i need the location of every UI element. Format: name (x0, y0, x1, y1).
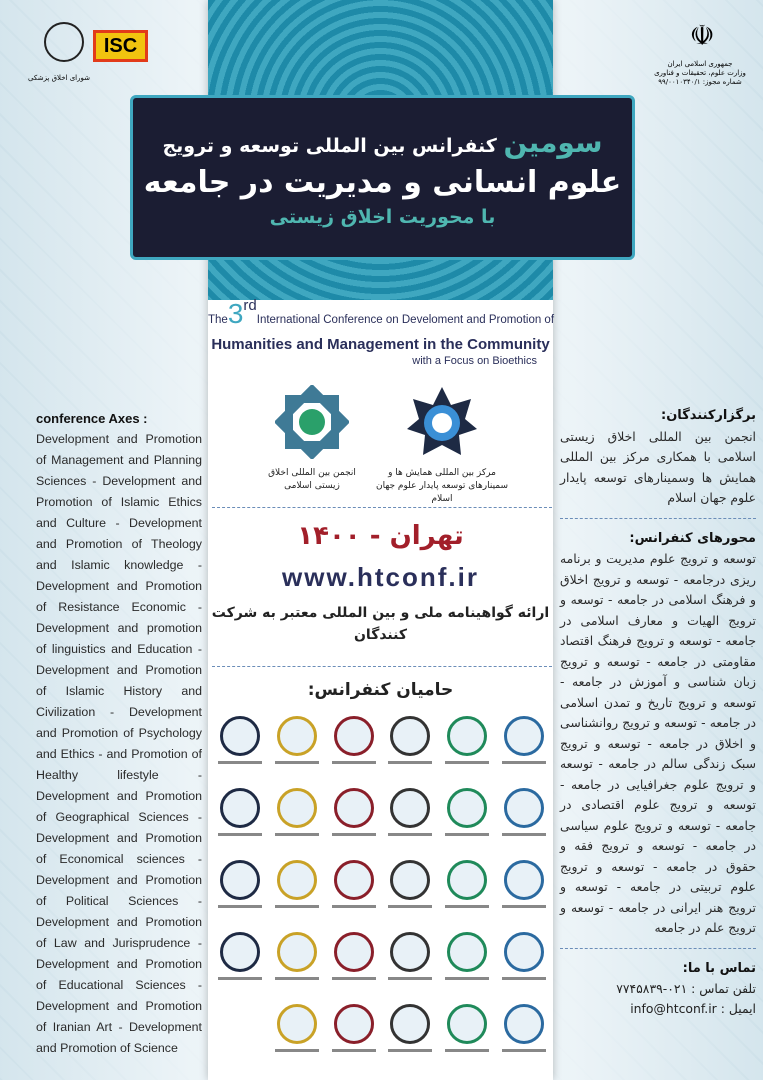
website-link[interactable]: www.htconf.ir (282, 562, 479, 592)
sponsor-logo (382, 860, 439, 916)
star-logo-icon (405, 385, 479, 459)
sponsor-emblem-icon (220, 860, 260, 900)
sponsor-caption (388, 905, 432, 908)
organizers-text: انجمن بین المللی اخلاق زیستی اسلامی با همکاری مرکز بین المللی همایش ها وسمینارهای توسعه پایدار علوم جهان اسلام (560, 428, 756, 505)
sponsor-emblem-icon (277, 860, 317, 900)
english-line-1: International Conference on Develoment and Promotion of (256, 314, 555, 326)
sponsor-emblem-icon (220, 788, 260, 828)
sponsor-emblem-icon (504, 788, 544, 828)
sponsor-caption (388, 1049, 432, 1052)
english-line-2: Humanities and Management in the Community (211, 336, 550, 353)
divider (560, 948, 756, 949)
iran-emblem-icon: ☫ (689, 19, 715, 52)
sponsor-caption (218, 905, 262, 908)
sponsor-emblem-icon (334, 1004, 374, 1044)
permit-number: شماره مجوز: ۹۹/۰۰۱۰۳۴۰/۱ (658, 78, 742, 86)
banner-line-2: علوم انسانی و مدیریت در جامعه (143, 165, 622, 200)
sponsor-logo (212, 788, 269, 844)
sponsor-caption (445, 905, 489, 908)
sponsor-emblem-icon (390, 1004, 430, 1044)
email-address[interactable]: ایمیل : info@htconf.ir (630, 1000, 756, 1016)
sponsor-emblem-icon (277, 788, 317, 828)
sponsor-logo (382, 716, 439, 772)
english-line-3: with a Focus on Bioethics (412, 355, 537, 367)
city-year: تهران - ۱۴۰۰ (297, 521, 464, 551)
sponsor-logo (269, 932, 326, 988)
sponsor-emblem-icon (220, 932, 260, 972)
permit-line: وزارت علوم، تحقیقات و فناوری (654, 69, 746, 77)
sponsor-logo (269, 788, 326, 844)
ordinal-suffix: rd (243, 297, 257, 314)
organizer-logo-center (372, 385, 512, 506)
sponsor-emblem-icon (277, 1004, 317, 1044)
sponsor-caption (445, 833, 489, 836)
right-column (560, 406, 756, 1019)
sponsor-caption (332, 905, 376, 908)
organizer-caption: انجمن بین المللی اخلاق زیستی اسلامی (268, 468, 356, 491)
sponsor-emblem-icon (447, 716, 487, 756)
sponsor-caption (388, 761, 432, 764)
sponsor-caption (502, 977, 546, 980)
sponsor-logo (382, 788, 439, 844)
sponsor-caption (275, 977, 319, 980)
sponsor-logo (495, 932, 552, 988)
sponsor-logo (495, 716, 552, 772)
sponsor-logo (269, 1004, 326, 1060)
sponsor-emblem-icon (390, 788, 430, 828)
english-title (208, 298, 553, 369)
sponsor-logo (269, 860, 326, 916)
sponsor-logo (325, 1004, 382, 1060)
sponsor-logo (439, 788, 496, 844)
ordinal: سومین (503, 126, 603, 159)
medical-university-logo (44, 22, 84, 62)
sponsor-logo (495, 788, 552, 844)
banner-line-1 (133, 126, 632, 163)
sponsor-emblem-icon (447, 860, 487, 900)
axes-body-en: Development and Promotion of Management and Planning Sciences - Development and Promotion of Islamic Ethics and Culture - Development and Promotion of Theology and Islamic knowledge - Development and Promotion of Resistance Economic - Development and promotion of linguistics and Education - Development and Promotion of Islamic History and Civilization - Development and Promotion of Psychology and Ethics - and Promotion of Healthy lifestyle - Development and Promotion of Geographical Sciences - Development and Promotion of Economical sciences - Development and Promotion of Political Sciences - Development and Promotion of Law and Jurisprudence - Development and Promotion of Educational Sciences - Development and Promotion of Iranian Art - Development and Promotion of Science (36, 432, 202, 1055)
sponsor-emblem-icon (334, 788, 374, 828)
sponsor-emblem-icon (390, 860, 430, 900)
sponsor-emblem-icon (220, 716, 260, 756)
sponsor-caption (332, 977, 376, 980)
permit-info (650, 60, 750, 87)
sponsor-emblem-icon (447, 932, 487, 972)
sponsor-emblem-icon (504, 860, 544, 900)
sponsor-logo (439, 716, 496, 772)
sponsor-logo (439, 932, 496, 988)
divider (212, 507, 552, 508)
contact-section (560, 959, 756, 1019)
sponsor-emblem-icon (334, 716, 374, 756)
knot-logo-icon (275, 385, 349, 459)
sponsor-logo (325, 716, 382, 772)
sponsor-logo (439, 860, 496, 916)
divider (212, 666, 552, 667)
divider (560, 518, 756, 519)
sponsor-caption (502, 1049, 546, 1052)
sponsor-caption (445, 1049, 489, 1052)
sponsor-emblem-icon (447, 1004, 487, 1044)
sponsor-emblem-icon (390, 932, 430, 972)
organizer-caption: مرکز بین المللی همایش ها و سمینارهای توسعه پایدار علوم جهان اسلام (375, 468, 509, 504)
sponsor-emblem-icon (504, 932, 544, 972)
sponsor-caption (218, 833, 262, 836)
sponsor-emblem-icon (390, 716, 430, 756)
organizers-title: برگزارکنندگان: (661, 408, 756, 423)
banner-line-3: با محوریت اخلاق زیستی (269, 206, 496, 228)
axes-title-fa: محورهای کنفرانس: (629, 530, 756, 546)
sponsors-grid (212, 716, 552, 1060)
sponsor-logo (382, 932, 439, 988)
phone-number: تلفن تماس : ۰۲۱-۷۷۴۵۸۳۹ (616, 980, 756, 996)
sponsor-logo (325, 932, 382, 988)
certificate-note: ارائه گواهینامه ملی و بین المللی معتبر به شرکت کنندگان (211, 605, 550, 643)
sponsor-caption (275, 833, 319, 836)
sponsor-caption (445, 761, 489, 764)
sponsor-emblem-icon (447, 788, 487, 828)
sponsor-emblem-icon (504, 716, 544, 756)
sponsor-caption (218, 977, 262, 980)
sponsor-caption (332, 1049, 376, 1052)
council-label: شورای اخلاق پزشکی (28, 74, 90, 82)
sponsor-emblem-icon (277, 716, 317, 756)
sponsors-title: حامیان کنفرانس: (307, 680, 454, 700)
sponsor-logo (495, 1004, 552, 1060)
permit-line: جمهوری اسلامی ایران (667, 60, 733, 68)
sponsor-logo (382, 1004, 439, 1060)
ordinal-number: 3 (227, 298, 244, 329)
the: The (208, 314, 228, 326)
title-banner (130, 95, 635, 260)
sponsor-caption (502, 905, 546, 908)
sponsor-caption (502, 761, 546, 764)
organizer-logo-society (262, 385, 362, 493)
sponsor-logo (269, 716, 326, 772)
sponsor-emblem-icon (334, 860, 374, 900)
conference-axes-english (36, 408, 202, 1059)
sponsor-caption (445, 977, 489, 980)
isc-logo: ISC (93, 30, 148, 62)
sponsor-logo (495, 860, 552, 916)
sponsor-logo (325, 788, 382, 844)
axes-body-fa: توسعه و ترویج علوم مدیریت و برنامه ریزی درجامعه - توسعه و ترویج اخلاق و فرهنگ اسلامی در جامعه - توسعه و ترویج الهیات و معارف اسلامی در جامعه - توسعه و ترویج فرهنگ اقتصاد مقاومتی در جامعه - توسعه و ترویج زبان شناسی و آموزش در جامعه - توسعه و ترویج تاریخ و تمدن اسلامی در جامعه - توسعه و ترویج روانشناسی و اخلاق در جامعه - توسعه و ترویج سبک زندگی سالم در جامعه - توسعه و ترویج علوم جغرافیایی در جامعه - توسعه و ترویج علوم اقتصادی در جامعه - توسعه و ترویج علوم سیاسی در جامعه - توسعه و ترویج فقه و حقوق در جامعه - توسعه و ترویج علوم تربیتی در جامعه - توسعه و ترویج هنر ایرانی در جامعه - توسعه و ترویج علم در جامعه (560, 551, 756, 935)
sponsor-caption (332, 761, 376, 764)
sponsor-caption (332, 833, 376, 836)
sponsor-emblem-icon (277, 932, 317, 972)
sponsor-emblem-icon (504, 1004, 544, 1044)
sponsor-logo (212, 716, 269, 772)
sponsor-caption (275, 761, 319, 764)
sponsor-caption (388, 977, 432, 980)
axes-title-en: conference Axes : (36, 411, 148, 426)
sponsor-caption (388, 833, 432, 836)
sponsor-caption (275, 905, 319, 908)
sponsor-emblem-icon (334, 932, 374, 972)
sponsor-logo (212, 860, 269, 916)
sponsor-logo (439, 1004, 496, 1060)
sponsor-caption (275, 1049, 319, 1052)
sponsor-caption (218, 761, 262, 764)
banner-line-1-text: کنفرانس بین المللی توسعه و ترویج (162, 135, 497, 157)
sponsor-logo (212, 932, 269, 988)
sponsor-logo (325, 860, 382, 916)
sponsor-caption (502, 833, 546, 836)
contact-title: تماس با ما: (682, 960, 756, 976)
